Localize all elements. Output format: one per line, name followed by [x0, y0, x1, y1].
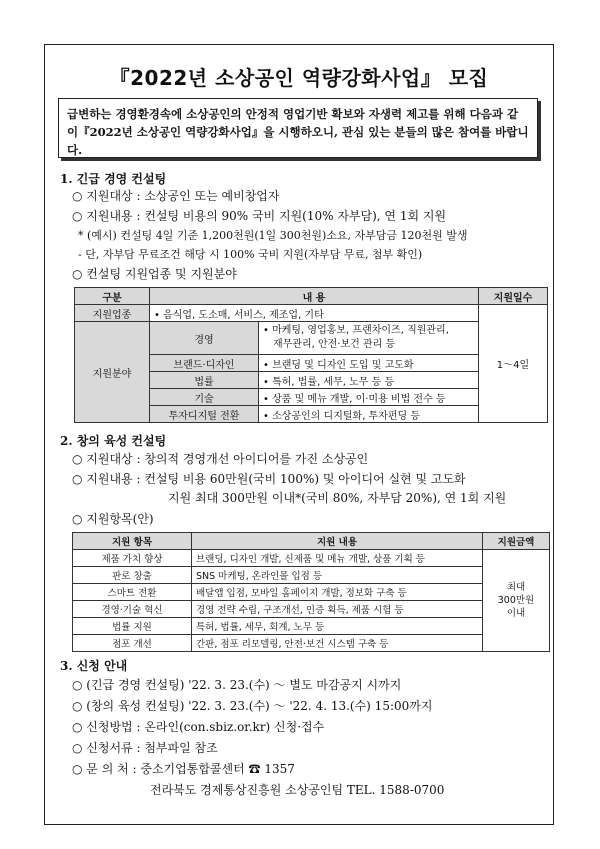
- table-row: [73, 601, 550, 618]
- s2-th-desc: 지원 내용: [192, 533, 483, 550]
- s1-field-subtable: [150, 406, 478, 422]
- intro-notice-box: 급변하는 경영환경속에 소상공인의 안정적 영업기반 확보와 자생력 제고를 위해 다음과 같이『2022년 소상공인 역량강화사업』을 시행하오니, 관심 있는 분들의 많은 참여를 바랍니다.: [58, 98, 538, 158]
- page-title: 『2022년 소상공인 역량강화사업』 모집: [109, 66, 489, 90]
- s1-example: * (예시) 컨설팅 4일 기준 1,200천원(1일 300천원)소요, 자부담금 120천원 발생: [78, 229, 468, 242]
- s1-field-label: 지원분야: [75, 322, 150, 423]
- s2-th-item: 지원 항목: [73, 533, 192, 550]
- s2-desc: 특허, 법률, 세무, 회계, 노무 등: [192, 618, 483, 635]
- s2-target: ○ 지원대상 : 창의적 경영개선 아이디어를 가진 소상공인: [72, 452, 369, 466]
- s1-industry-label: 지원업종: [75, 305, 150, 322]
- s1-table: [74, 287, 548, 423]
- field-desc: [259, 322, 479, 354]
- s1-th-content: 내 용: [150, 288, 479, 305]
- s1-field-subtable: [150, 355, 478, 371]
- s2-desc: 간판, 점포 리모델링, 안전·보건 시스템 구축 등: [192, 635, 483, 652]
- table-row: [73, 584, 550, 601]
- section-2-heading: 2. 창의 육성 컨설팅: [60, 434, 167, 448]
- field-name: 기술: [150, 389, 259, 405]
- s2-item: 경영·기술 혁신: [73, 601, 192, 618]
- table-row: [150, 322, 478, 354]
- s2-content-1: ○ 지원내용 : 컨설팅 비용 60만원(국비 100%) 및 아이디어 실현 및 고도화: [72, 472, 466, 486]
- table-row: [73, 550, 550, 567]
- s3-line-3: ○ 신청방법 : 온라인(con.sbiz.or.kr) 신청·접수: [72, 720, 325, 734]
- s2-amount-line2: 300만원: [497, 595, 535, 606]
- section-3-heading: 3. 신청 안내: [60, 659, 128, 673]
- s3-contact-2: 전라북도 경제통상진흥원 소상공인팀 TEL. 1588-0700: [150, 783, 445, 797]
- s1-field-subtable: [150, 389, 478, 405]
- s1-field-cell: [150, 322, 479, 355]
- s2-content-2: 지원 최대 300만원 이내*(국비 80%, 자부담 20%), 연 1회 지원: [168, 491, 507, 505]
- s1-field-cell: [150, 406, 479, 423]
- s2-amount-line1: 최대: [506, 582, 526, 593]
- s1-field-cell: [150, 355, 479, 372]
- s2-item: 스마트 전환: [73, 584, 192, 601]
- s1-fields-label: ○ 컨설팅 지원업종 및 지원분야: [72, 267, 237, 281]
- s1-th-category: 구분: [75, 288, 150, 305]
- s2-item: 판로 창출: [73, 567, 192, 584]
- s3-line-2: ○ (창의 육성 컨설팅) '22. 3. 23.(수) ～ '22. 4. 13.(수) 15:00까지: [72, 699, 433, 713]
- s3-line-1: ○ (긴급 경영 컨설팅) '22. 3. 23.(수) ～ 별도 마감공지 시까지: [72, 678, 402, 692]
- field-name: 경영: [150, 322, 259, 354]
- s2-table: [72, 532, 550, 652]
- field-name: 브랜드·디자인: [150, 355, 259, 371]
- s2-items-label: ○ 지원항목(안): [72, 512, 154, 526]
- field-desc-line2: 재무관리, 안전·보건 관리 등: [273, 339, 396, 350]
- s2-amount: [483, 550, 550, 652]
- s1-industry-text: • 음식업, 도소매, 서비스, 제조업, 기타: [150, 305, 479, 322]
- table-row: [73, 567, 550, 584]
- field-desc: • 브랜딩 및 디자인 도입 및 고도화: [263, 359, 414, 371]
- field-desc: • 상품 및 메뉴 개발, 이·미용 비법 전수 등: [263, 393, 446, 405]
- table-row: [73, 618, 550, 635]
- s2-amount-line3: 이내: [506, 608, 526, 619]
- s1-field-subtable: [150, 322, 478, 354]
- s1-content: ○ 지원내용 : 컨설팅 비용의 90% 국비 지원(10% 자부담), 연 1회 지원: [72, 209, 447, 223]
- field-desc: • 소상공인의 디지털화, 투자펀딩 등: [263, 410, 421, 422]
- s1-target: ○ 지원대상 : 소상공인 또는 예비창업자: [72, 189, 280, 203]
- s2-desc: 브랜딩, 디자인 개발, 신제품 및 메뉴 개발, 상품 기획 등: [192, 550, 483, 567]
- s2-item: 점포 개선: [73, 635, 192, 652]
- s2-desc: SNS 마케팅, 온라인몰 입점 등: [192, 567, 483, 584]
- field-name: 법률: [150, 372, 259, 388]
- section-1-heading: 1. 긴급 경영 컨설팅: [60, 172, 167, 186]
- field-name: 투자디지털 전환: [150, 406, 259, 422]
- field-desc: • 특허, 법률, 세무, 노무 등 등: [263, 376, 395, 388]
- s1-field-cell: [150, 389, 479, 406]
- s1-note: - 단, 자부담 무료조건 해당 시 100% 국비 지원(자부담 무료, 첨부 확인): [78, 248, 423, 261]
- s2-desc: 배달앱 입점, 모바일 홈페이지 개발, 정보화 구축 등: [192, 584, 483, 601]
- s1-days: 1～4일: [479, 305, 548, 423]
- s2-item: 법률 지원: [73, 618, 192, 635]
- field-desc-line1: • 마케팅, 영업홍보, 프랜차이즈, 직원관리,: [263, 325, 449, 336]
- s2-th-amount: 지원금액: [483, 533, 550, 550]
- s1-field-cell: [150, 372, 479, 389]
- s2-item: 제품 가치 향상: [73, 550, 192, 567]
- s1-th-days: 지원일수: [479, 288, 548, 305]
- s2-desc: 경영 전략 수립, 구조개선, 인증 획득, 제품 시험 등: [192, 601, 483, 618]
- s1-field-subtable: [150, 372, 478, 388]
- s3-line-5: ○ 문 의 처 : 중소기업통합콜센터 ☎ 1357: [72, 762, 295, 776]
- s3-line-4: ○ 신청서류 : 첨부파일 참조: [72, 741, 218, 755]
- table-row: [73, 635, 550, 652]
